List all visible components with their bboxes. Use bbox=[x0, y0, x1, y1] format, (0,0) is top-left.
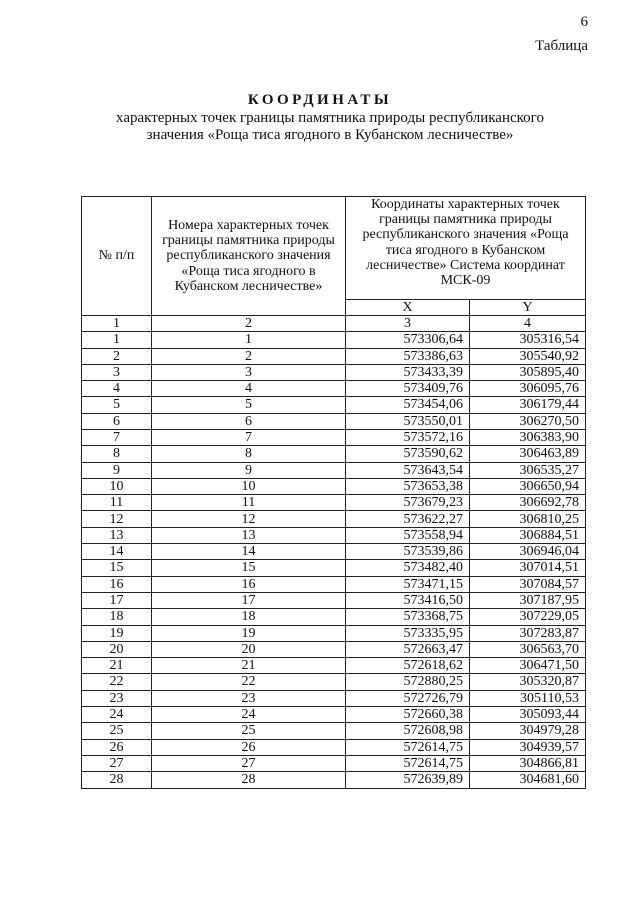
point-number-cell: 18 bbox=[152, 609, 346, 625]
y-coordinate-cell: 306270,50 bbox=[470, 413, 586, 429]
table-row bbox=[82, 576, 586, 592]
table-row bbox=[82, 511, 586, 527]
x-coordinate-cell: 573558,94 bbox=[346, 527, 470, 543]
row-number-cell: 5 bbox=[82, 397, 152, 413]
point-number-cell: 3 bbox=[152, 364, 346, 380]
y-coordinate-cell: 306095,76 bbox=[470, 381, 586, 397]
x-coordinate-cell: 573416,50 bbox=[346, 592, 470, 608]
table-row bbox=[82, 413, 586, 429]
table-row bbox=[82, 755, 586, 771]
table-row bbox=[82, 332, 586, 348]
row-number-cell: 15 bbox=[82, 560, 152, 576]
row-number-cell: 20 bbox=[82, 641, 152, 657]
point-number-cell: 5 bbox=[152, 397, 346, 413]
header-points: Номера характерных точек границы памятника природы республиканского значения «Роща тиса ягодного в Кубанском лесничестве» bbox=[152, 197, 346, 316]
y-coordinate-cell: 305093,44 bbox=[470, 707, 586, 723]
x-coordinate-cell: 573409,76 bbox=[346, 381, 470, 397]
point-number-cell: 21 bbox=[152, 658, 346, 674]
x-coordinate-cell: 573482,40 bbox=[346, 560, 470, 576]
point-number-cell: 2 bbox=[152, 348, 346, 364]
table-row bbox=[82, 641, 586, 657]
row-number-cell: 19 bbox=[82, 625, 152, 641]
x-coordinate-cell: 573386,63 bbox=[346, 348, 470, 364]
document-title: КООРДИНАТЫ bbox=[247, 92, 393, 108]
y-coordinate-cell: 306692,78 bbox=[470, 495, 586, 511]
table-row bbox=[82, 609, 586, 625]
column-index-cell: 2 bbox=[152, 316, 346, 332]
row-number-cell: 6 bbox=[82, 413, 152, 429]
y-coordinate-cell: 305110,53 bbox=[470, 690, 586, 706]
table-row bbox=[82, 429, 586, 445]
row-number-cell: 25 bbox=[82, 723, 152, 739]
table-row bbox=[82, 397, 586, 413]
table-row bbox=[82, 478, 586, 494]
table-row bbox=[82, 739, 586, 755]
y-coordinate-cell: 304979,28 bbox=[470, 723, 586, 739]
table-row bbox=[82, 707, 586, 723]
header-x: X bbox=[346, 299, 470, 315]
column-index-row bbox=[82, 316, 586, 332]
point-number-cell: 9 bbox=[152, 462, 346, 478]
x-coordinate-cell: 573590,62 bbox=[346, 446, 470, 462]
row-number-cell: 24 bbox=[82, 707, 152, 723]
table-row bbox=[82, 495, 586, 511]
table-caption: Таблица bbox=[535, 38, 588, 54]
point-number-cell: 12 bbox=[152, 511, 346, 527]
row-number-cell: 2 bbox=[82, 348, 152, 364]
row-number-cell: 12 bbox=[82, 511, 152, 527]
y-coordinate-cell: 307283,87 bbox=[470, 625, 586, 641]
coordinates-table bbox=[81, 196, 586, 789]
x-coordinate-cell: 573653,38 bbox=[346, 478, 470, 494]
y-coordinate-cell: 304866,81 bbox=[470, 755, 586, 771]
x-coordinate-cell: 573643,54 bbox=[346, 462, 470, 478]
x-coordinate-cell: 573539,86 bbox=[346, 544, 470, 560]
row-number-cell: 1 bbox=[82, 332, 152, 348]
page-number: 6 bbox=[580, 14, 588, 30]
point-number-cell: 11 bbox=[152, 495, 346, 511]
point-number-cell: 28 bbox=[152, 772, 346, 788]
x-coordinate-cell: 573454,06 bbox=[346, 397, 470, 413]
x-coordinate-cell: 573335,95 bbox=[346, 625, 470, 641]
point-number-cell: 25 bbox=[152, 723, 346, 739]
header-number: № п/п bbox=[82, 197, 152, 316]
point-number-cell: 10 bbox=[152, 478, 346, 494]
table-row bbox=[82, 560, 586, 576]
x-coordinate-cell: 573471,15 bbox=[346, 576, 470, 592]
table-row bbox=[82, 348, 586, 364]
y-coordinate-cell: 306810,25 bbox=[470, 511, 586, 527]
x-coordinate-cell: 573622,27 bbox=[346, 511, 470, 527]
x-coordinate-cell: 572614,75 bbox=[346, 755, 470, 771]
y-coordinate-cell: 306946,04 bbox=[470, 544, 586, 560]
point-number-cell: 6 bbox=[152, 413, 346, 429]
point-number-cell: 4 bbox=[152, 381, 346, 397]
point-number-cell: 27 bbox=[152, 755, 346, 771]
row-number-cell: 28 bbox=[82, 772, 152, 788]
x-coordinate-cell: 572660,38 bbox=[346, 707, 470, 723]
table-row bbox=[82, 674, 586, 690]
y-coordinate-cell: 306463,89 bbox=[470, 446, 586, 462]
table-row bbox=[82, 544, 586, 560]
row-number-cell: 17 bbox=[82, 592, 152, 608]
document-subtitle: характерных точек границы памятника природы республиканского значения «Роща тиса ягодного в Кубанском лесничестве» bbox=[116, 110, 544, 143]
point-number-cell: 19 bbox=[152, 625, 346, 641]
row-number-cell: 10 bbox=[82, 478, 152, 494]
y-coordinate-cell: 307187,95 bbox=[470, 592, 586, 608]
table-row bbox=[82, 625, 586, 641]
x-coordinate-cell: 573550,01 bbox=[346, 413, 470, 429]
point-number-cell: 26 bbox=[152, 739, 346, 755]
row-number-cell: 27 bbox=[82, 755, 152, 771]
column-index-cell: 4 bbox=[470, 316, 586, 332]
x-coordinate-cell: 573572,16 bbox=[346, 429, 470, 445]
row-number-cell: 26 bbox=[82, 739, 152, 755]
point-number-cell: 20 bbox=[152, 641, 346, 657]
point-number-cell: 24 bbox=[152, 707, 346, 723]
table-row bbox=[82, 527, 586, 543]
y-coordinate-cell: 305540,92 bbox=[470, 348, 586, 364]
row-number-cell: 8 bbox=[82, 446, 152, 462]
y-coordinate-cell: 305320,87 bbox=[470, 674, 586, 690]
point-number-cell: 7 bbox=[152, 429, 346, 445]
table-row bbox=[82, 446, 586, 462]
y-coordinate-cell: 306535,27 bbox=[470, 462, 586, 478]
x-coordinate-cell: 572880,25 bbox=[346, 674, 470, 690]
point-number-cell: 13 bbox=[152, 527, 346, 543]
table-row bbox=[82, 723, 586, 739]
x-coordinate-cell: 573306,64 bbox=[346, 332, 470, 348]
table-row bbox=[82, 592, 586, 608]
y-coordinate-cell: 306383,90 bbox=[470, 429, 586, 445]
row-number-cell: 11 bbox=[82, 495, 152, 511]
y-coordinate-cell: 304939,57 bbox=[470, 739, 586, 755]
point-number-cell: 23 bbox=[152, 690, 346, 706]
point-number-cell: 15 bbox=[152, 560, 346, 576]
x-coordinate-cell: 573679,23 bbox=[346, 495, 470, 511]
y-coordinate-cell: 306179,44 bbox=[470, 397, 586, 413]
x-coordinate-cell: 573433,39 bbox=[346, 364, 470, 380]
x-coordinate-cell: 573368,75 bbox=[346, 609, 470, 625]
header-coordinates: Координаты характерных точек границы памятника природы республиканского значения «Роща тиса ягодного в Кубанском лесничестве» Система координат МСК-09 bbox=[346, 197, 586, 300]
row-number-cell: 13 bbox=[82, 527, 152, 543]
y-coordinate-cell: 305316,54 bbox=[470, 332, 586, 348]
table-row bbox=[82, 462, 586, 478]
column-index-cell: 3 bbox=[346, 316, 470, 332]
point-number-cell: 1 bbox=[152, 332, 346, 348]
point-number-cell: 16 bbox=[152, 576, 346, 592]
x-coordinate-cell: 572608,98 bbox=[346, 723, 470, 739]
row-number-cell: 23 bbox=[82, 690, 152, 706]
row-number-cell: 9 bbox=[82, 462, 152, 478]
row-number-cell: 18 bbox=[82, 609, 152, 625]
row-number-cell: 22 bbox=[82, 674, 152, 690]
point-number-cell: 14 bbox=[152, 544, 346, 560]
x-coordinate-cell: 572663,47 bbox=[346, 641, 470, 657]
table-row bbox=[82, 364, 586, 380]
y-coordinate-cell: 307014,51 bbox=[470, 560, 586, 576]
y-coordinate-cell: 305895,40 bbox=[470, 364, 586, 380]
y-coordinate-cell: 306563,70 bbox=[470, 641, 586, 657]
table-row bbox=[82, 690, 586, 706]
table-row bbox=[82, 658, 586, 674]
point-number-cell: 17 bbox=[152, 592, 346, 608]
column-index-cell: 1 bbox=[82, 316, 152, 332]
x-coordinate-cell: 572614,75 bbox=[346, 739, 470, 755]
x-coordinate-cell: 572726,79 bbox=[346, 690, 470, 706]
point-number-cell: 8 bbox=[152, 446, 346, 462]
x-coordinate-cell: 572618,62 bbox=[346, 658, 470, 674]
y-coordinate-cell: 306884,51 bbox=[470, 527, 586, 543]
row-number-cell: 3 bbox=[82, 364, 152, 380]
y-coordinate-cell: 307229,05 bbox=[470, 609, 586, 625]
y-coordinate-cell: 306471,50 bbox=[470, 658, 586, 674]
table-row bbox=[82, 772, 586, 788]
row-number-cell: 21 bbox=[82, 658, 152, 674]
table-row bbox=[82, 381, 586, 397]
row-number-cell: 4 bbox=[82, 381, 152, 397]
x-coordinate-cell: 572639,89 bbox=[346, 772, 470, 788]
header-y: Y bbox=[470, 299, 586, 315]
row-number-cell: 7 bbox=[82, 429, 152, 445]
row-number-cell: 14 bbox=[82, 544, 152, 560]
point-number-cell: 22 bbox=[152, 674, 346, 690]
row-number-cell: 16 bbox=[82, 576, 152, 592]
y-coordinate-cell: 306650,94 bbox=[470, 478, 586, 494]
y-coordinate-cell: 304681,60 bbox=[470, 772, 586, 788]
y-coordinate-cell: 307084,57 bbox=[470, 576, 586, 592]
